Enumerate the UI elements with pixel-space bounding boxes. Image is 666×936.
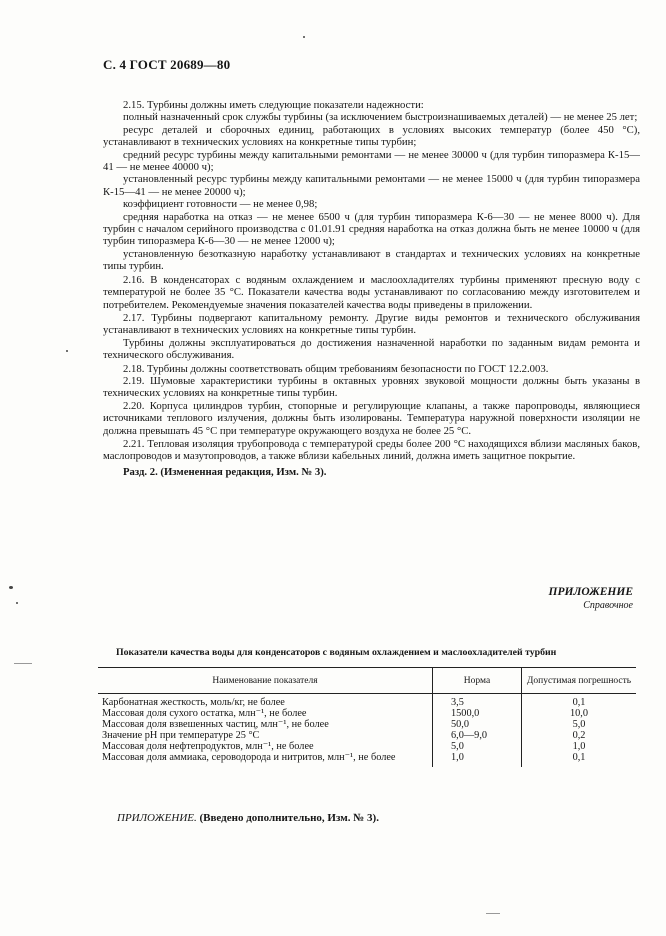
- table-cell: 0,1: [522, 694, 637, 709]
- scan-speck: [303, 36, 305, 38]
- table-cell: Массовая доля сухого остатка, млн⁻¹, не более: [102, 708, 307, 719]
- table-row: [98, 708, 636, 719]
- paragraph: установленный ресурс турбины между капитальными ремонтами — не менее 15000 ч (для турбин типоразмера К-15—41 — не менее 20000 ч);: [103, 173, 640, 198]
- appendix-subtitle: Справочное: [583, 600, 633, 611]
- body-text: [103, 99, 640, 478]
- paragraph: 2.17. Турбины подвергают капитальному ремонту. Другие виды ремонтов и технического обслуживания устанавливают в технических условиях на конкретные типы турбин.: [103, 311, 640, 337]
- paragraph: 2.16. В конденсаторах с водяным охлаждением и маслоохладителях турбины применяют пресную воду с температурой не более 35 °С. Показатели качества воды устанавливают по согласованию между изготовителем и потребителем. Рекомендуемые значения показателей качества воды приведены в приложении.: [103, 273, 640, 311]
- table-cell: 1,0: [522, 741, 637, 752]
- scan-speck: [486, 913, 500, 914]
- appendix-reference-text: (Введено дополнительно, Изм. № 3).: [199, 812, 379, 824]
- appendix-title: ПРИЛОЖЕНИЕ: [548, 586, 633, 598]
- table-cell: 3,5: [433, 694, 522, 709]
- water-quality-table: [98, 667, 636, 767]
- table-cell: 1500,0: [433, 708, 522, 719]
- table-cell: Массовая доля взвешенных частиц, млн⁻¹, не более: [102, 719, 329, 730]
- appendix-heading: [549, 586, 633, 612]
- table-cell: 1,0: [433, 752, 522, 767]
- table-row: [98, 719, 636, 730]
- table-header-row: [98, 668, 636, 694]
- paragraph: 2.20. Корпуса цилиндров турбин, стопорные и регулирующие клапаны, а также паропроводы, являющиеся источниками теплового излучения, должны быть изолированы. Температура наружной поверхности изоляции не должна превышать 45 °С при температуре окружающего воздуха не более 25 °С.: [103, 399, 640, 437]
- paragraph: установленную безотказную наработку устанавливают в стандартах и технических условиях на конкретные типы турбин.: [103, 247, 640, 273]
- table-cell: Массовая доля аммиака, сероводорода и нитритов, млн⁻¹, не более: [102, 752, 396, 763]
- table-cell: 6,0—9,0: [433, 730, 522, 741]
- table-cell: 50,0: [433, 719, 522, 730]
- table-row: [98, 752, 636, 767]
- paragraph: Турбины должны эксплуатироваться до достижения назначенной наработки по заданным видам ремонта и технического обслуживания.: [103, 336, 640, 362]
- paragraph: 2.19. Шумовые характеристики турбины в октавных уровнях звуковой мощности должны быть указаны в технических условиях на конкретные типы турбин.: [103, 374, 640, 400]
- scan-speck: [9, 586, 13, 589]
- page-header: С. 4 ГОСТ 20689—80: [103, 57, 231, 72]
- column-header: Допустимая погрешность: [522, 668, 637, 694]
- paragraph: средний ресурс турбины между капитальными ремонтами — не менее 30000 ч (для турбин типоразмера К-15—41 — не менее 40000 ч);: [103, 148, 640, 174]
- table-cell: Массовая доля нефтепродуктов, млн⁻¹, не более: [102, 741, 314, 752]
- table-cell: 5,0: [433, 741, 522, 752]
- paragraph: 2.21. Тепловая изоляция трубопровода с температурой среды более 200 °С находящихся вблизи масляных баков, маслопроводов и мазутопроводов, а также вблизи кабельных линий, должна иметь защитное покрытие.: [103, 437, 640, 463]
- table-row: [98, 730, 636, 741]
- table-cell: Карбонатная жесткость, моль/кг, не более: [102, 697, 285, 708]
- appendix-reference: [117, 812, 379, 824]
- table-title: Показатели качества воды для конденсаторов с водяным охлаждением и маслоохладителей турбин: [116, 647, 557, 658]
- scan-speck: [16, 602, 18, 604]
- paragraph: 2.18. Турбины должны соответствовать общим требованиям безопасности по ГОСТ 12.2.003.: [123, 362, 549, 375]
- table-row: [98, 741, 636, 752]
- scan-speck: [14, 663, 32, 664]
- column-header: Норма: [433, 668, 522, 694]
- table-row: [98, 694, 636, 709]
- paragraph: 2.15. Турбины должны иметь следующие показатели надежности:: [123, 99, 424, 111]
- paragraph: средняя наработка на отказ — не менее 6500 ч (для турбин типоразмера К-6—30 — не менее 8000 ч). Для турбин с началом серийного производства с 01.01.91 средняя наработка на отказ должна быть не менее 10000 ч (для турбин типоразмера К-6—30 — не менее 12000 ч);: [103, 210, 640, 248]
- table-cell: 0,2: [522, 730, 637, 741]
- scan-speck: [66, 350, 68, 352]
- paragraph: коэффициент готовности — не менее 0,98;: [123, 198, 318, 211]
- section-reference: [103, 466, 640, 478]
- paragraph: полный назначенный срок службы турбины (за исключением быстроизнашиваемых деталей) — не менее 25 лет;: [123, 111, 638, 124]
- paragraph: ресурс деталей и сборочных единиц, работающих в условиях высоких температур (более 450 °С), устанавливают в технических условиях на конкретные типы турбин;: [103, 123, 640, 149]
- table-cell: 5,0: [522, 719, 637, 730]
- table-cell: Значение pH при температуре 25 °С: [102, 730, 260, 741]
- column-header: Наименование показателя: [98, 668, 433, 694]
- section-reference-text: Разд. 2. (Измененная редакция, Изм. № 3).: [123, 465, 327, 478]
- appendix-reference-word: ПРИЛОЖЕНИЕ.: [117, 812, 197, 824]
- table-cell: 0,1: [522, 752, 637, 767]
- table-cell: 10,0: [522, 708, 637, 719]
